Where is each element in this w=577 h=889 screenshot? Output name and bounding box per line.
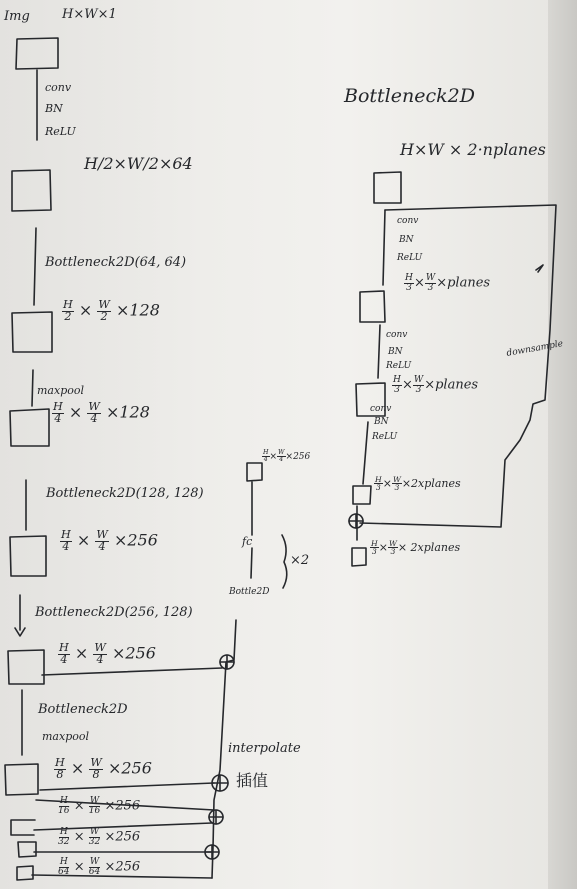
skip-line-1: [42, 668, 222, 675]
rb-add-node: [349, 514, 363, 528]
rb-op2-relu: ReLU: [386, 361, 412, 371]
shape-after-maxpool: $\frac{H}{4}$ × $\frac{W}{4}$ ×128: [53, 400, 150, 425]
bottleneck-title: Bottleneck2D: [344, 85, 475, 107]
rb-box-3: [353, 486, 371, 504]
block-bottleneck-64: Bottleneck2D(64, 64): [45, 255, 187, 270]
rb-op1-conv: conv: [397, 216, 419, 226]
feature-map-box-7: [11, 820, 35, 835]
feature-map-box-8: [18, 842, 36, 857]
rb-input-box: [374, 172, 401, 203]
feature-map-box-2: [12, 312, 52, 352]
add-node-2: [212, 775, 228, 791]
rb-box-1: [360, 291, 385, 322]
repeat-brace: [282, 535, 287, 588]
shape-after-block1: $\frac{H}{2}$ × $\frac{W}{2}$ ×128: [63, 298, 160, 323]
connector-block1: [34, 228, 36, 305]
rb-output-shape: $\frac{H}{3}$ × $\frac{W}{3}$ × 2xplanes: [371, 539, 461, 557]
connector-block3: [15, 595, 25, 636]
feature-map-box-3: [10, 409, 49, 446]
feature-map-box-5: [8, 650, 44, 684]
fc-label: fc: [242, 535, 253, 548]
stem-op-conv: conv: [45, 81, 72, 94]
block-bottleneck-128: Bottleneck2D(128, 128): [46, 486, 204, 501]
feature-map-box-1: [12, 170, 51, 211]
bottleneck-input-shape: H×W × 2·nplanes: [400, 140, 546, 159]
interpolate-cn-label: 插值: [236, 771, 269, 790]
rb-shape-3: $\frac{H}{3}$ × $\frac{W}{3}$ ×2xplanes: [375, 475, 461, 493]
connector-maxpool: [32, 370, 33, 406]
add-node-4: [205, 845, 219, 859]
middle-feature-box: [247, 463, 262, 481]
feature-map-box-input: [16, 38, 58, 69]
feature-map-box-9: [17, 866, 33, 880]
add-node-3: [209, 810, 223, 824]
shape-level-16: $\frac{H}{16}$ × $\frac{W}{16}$ ×256: [58, 796, 141, 816]
shape-level-64: $\frac{H}{64}$ × $\frac{W}{64}$ ×256: [58, 857, 141, 877]
rb-box-out: [352, 548, 366, 566]
stem-op-relu: ReLU: [45, 125, 76, 138]
rb-op1-bn: BN: [399, 235, 414, 245]
stem-op-bn: BN: [45, 102, 63, 115]
shape-after-stem: H/2×W/2×64: [84, 154, 193, 173]
rb-op2-bn: BN: [388, 347, 403, 357]
rb-op2-conv: conv: [386, 330, 408, 340]
rb-op3-relu: ReLU: [372, 432, 398, 442]
feature-map-box-4: [10, 536, 46, 576]
block-maxpool-label: maxpool: [42, 730, 89, 743]
input-shape: H×W×1: [62, 7, 117, 22]
shape-after-block3: $\frac{H}{4}$ × $\frac{W}{4}$ ×256: [59, 641, 156, 666]
block-bottleneck-plain: Bottleneck2D: [38, 702, 128, 717]
rb-shape-2: $\frac{H}{3}$ × $\frac{W}{3}$ ×planes: [393, 375, 479, 395]
bottle2d-label: Bottle2D: [229, 587, 270, 597]
shape-after-block2: $\frac{H}{4}$ × $\frac{W}{4}$ ×256: [61, 528, 158, 553]
rb-op1-relu: ReLU: [397, 253, 423, 263]
interpolate-label: interpolate: [228, 741, 301, 756]
rb-op3-conv: conv: [370, 404, 392, 414]
middle-shape: $\frac{H}{4}$ × $\frac{W}{4}$ ×256: [263, 449, 311, 463]
middle-connector: [251, 482, 252, 578]
rb-op3-bn: BN: [374, 417, 389, 427]
shape-level-32: $\frac{H}{32}$ × $\frac{W}{32}$ ×256: [58, 827, 141, 847]
input-label: Img: [4, 9, 30, 24]
shape-level-8: $\frac{H}{8}$ × $\frac{W}{8}$ ×256: [55, 756, 152, 781]
feature-map-box-6: [5, 764, 38, 795]
skip-line-2: [40, 783, 214, 790]
repeat-label: ×2: [290, 553, 310, 568]
block-bottleneck-256: Bottleneck2D(256, 128): [35, 605, 193, 620]
downsample-label: downsample: [505, 339, 564, 359]
add-node-1: [220, 655, 234, 669]
maxpool-label: maxpool: [37, 384, 84, 397]
rb-arrow: [536, 265, 543, 272]
rb-shape-1: $\frac{H}{3}$ × $\frac{W}{3}$ ×planes: [405, 273, 491, 293]
